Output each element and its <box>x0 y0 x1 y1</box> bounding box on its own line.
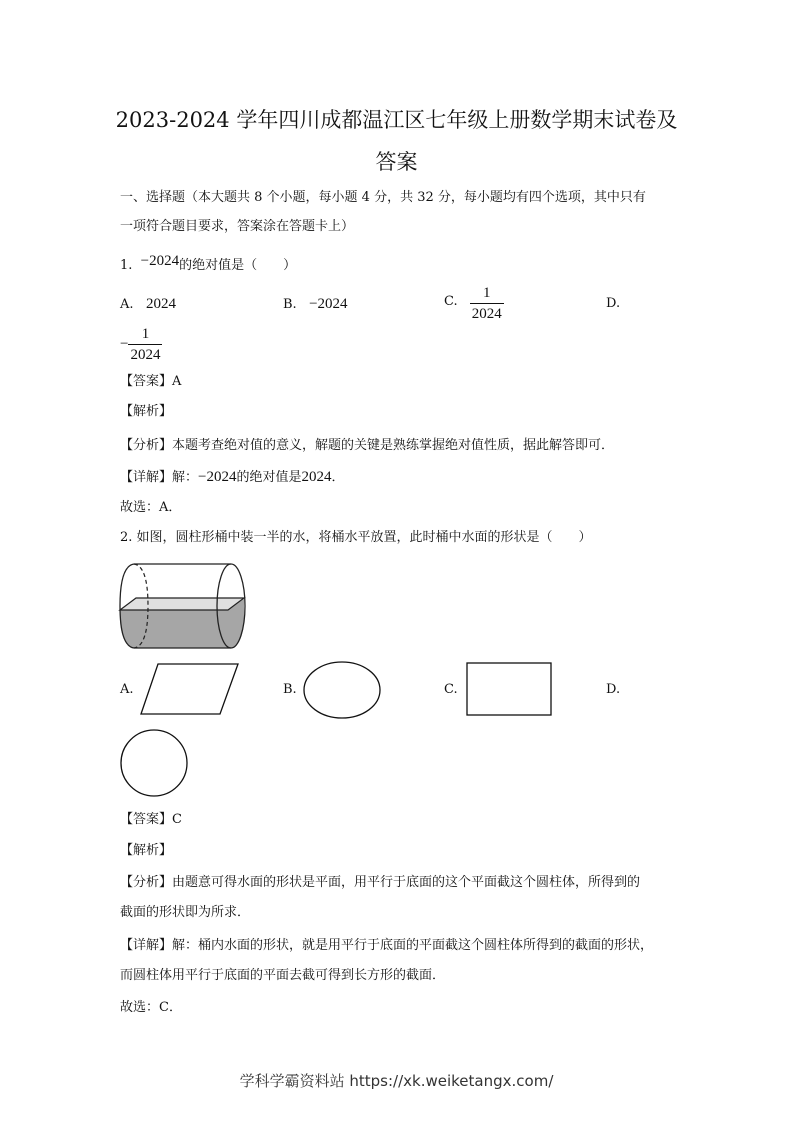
option-c <box>444 283 504 324</box>
question-1-expression: −2024 <box>140 253 180 269</box>
option-a-label-2: A. <box>120 682 134 697</box>
detail-1-prefix: 【详解】解： <box>120 470 199 485</box>
choice-1: 故选：A． <box>120 500 182 515</box>
detail-1 <box>120 467 345 488</box>
option-b-value: −2024 <box>309 296 348 312</box>
option-a-label: A. <box>120 297 134 312</box>
detail-1-expr1: −2024 <box>198 469 237 485</box>
question-number: 1. <box>120 258 133 273</box>
detail-2-line2: 而圆柱体用平行于底面的平面去截可得到长方形的截面． <box>120 968 446 983</box>
option-b-label: B. <box>283 297 297 312</box>
question-1-text: 的绝对值是（ ） <box>179 258 297 273</box>
page-title: 2023-2024 学年四川成都温江区七年级上册数学期末试卷及 <box>115 108 678 132</box>
choice-2: 故选：C． <box>120 1000 182 1015</box>
answer-1: 【答案】A <box>120 374 182 389</box>
analysis-2: 【分析】由题意可得水面的形状是平面，用平行于底面的这个平面截这个圆柱体，所得到的 <box>120 875 641 890</box>
option-c-numerator: 1 <box>483 285 491 301</box>
analysis-2-line2: 截面的形状即为所求． <box>120 905 251 920</box>
circle-shape <box>120 729 190 799</box>
detail-1-expr2: 2024 <box>301 469 332 485</box>
question-1 <box>120 255 296 276</box>
answer-2: 【答案】C <box>120 812 182 827</box>
option-a <box>120 294 176 315</box>
option-c-denominator: 2024 <box>470 303 504 324</box>
analysis-heading-2: 【解析】 <box>120 843 173 858</box>
detail-2: 【详解】解：桶内水面的形状，就是用平行于底面的平面截这个圆柱体所得到的截面的形状， <box>120 938 654 953</box>
footer-watermark: 学科学霸资料站 https://xk.weiketangx.com/ <box>239 1072 554 1090</box>
page-title-line2: 答案 <box>375 150 418 174</box>
option-c-label: C. <box>444 294 458 309</box>
detail-1-mid: 的绝对值是 <box>236 470 302 485</box>
analysis-1: 【分析】本题考查绝对值的意义，解题的关键是熟练掌握绝对值性质，据此解答即可． <box>120 438 615 453</box>
ellipse-shape <box>302 660 382 720</box>
option-d-label-2: D. <box>606 682 621 697</box>
option-d-denominator: 2024 <box>128 344 162 365</box>
question-2: 2. 如图，圆柱形桶中装一半的水，将桶水平放置，此时桶中水面的形状是（ ） <box>120 530 592 545</box>
cylinder-figure <box>118 562 248 652</box>
option-b <box>283 294 348 315</box>
section-heading: 一、选择题（本大题共 8 个小题，每小题 4 分，共 32 分，每小题均有四个选项，其中只有 <box>120 190 646 205</box>
option-d-label: D. <box>606 296 621 311</box>
option-d-numerator: 1 <box>141 326 150 342</box>
option-d-fraction <box>128 324 162 365</box>
section-heading-line2: 一项符合题目要求，答案涂在答题卡上） <box>120 219 355 234</box>
option-d <box>120 324 162 365</box>
option-a-value: 2024 <box>145 296 176 312</box>
parallelogram-shape <box>140 663 240 715</box>
option-c-label-2: C. <box>444 682 458 697</box>
option-b-label-2: B. <box>283 682 297 697</box>
detail-1-end: ． <box>331 470 345 485</box>
option-d-sign: − <box>120 336 129 352</box>
rectangle-shape <box>466 662 552 716</box>
option-c-fraction <box>470 283 504 324</box>
analysis-heading-1: 【解析】 <box>120 404 173 419</box>
